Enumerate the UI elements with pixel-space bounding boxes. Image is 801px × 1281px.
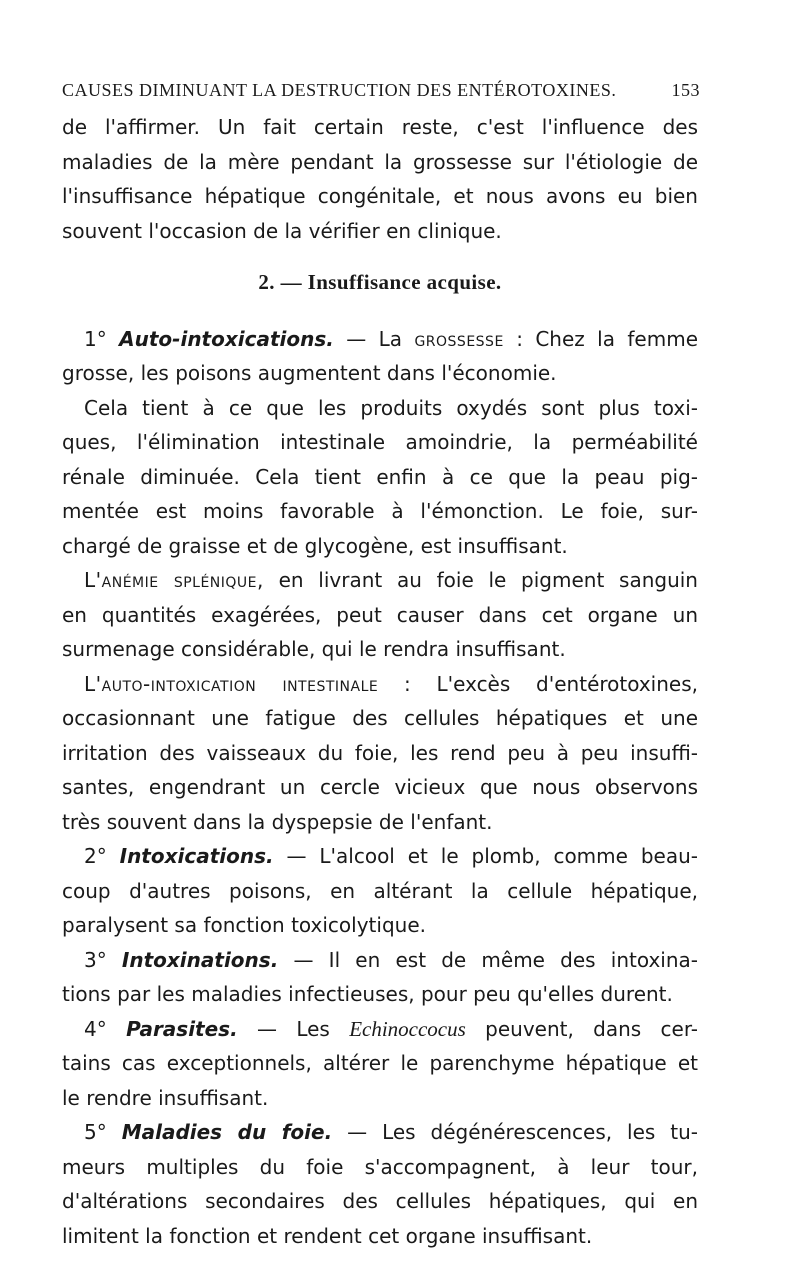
text-line: Cela tient à ce que les produits oxydés sont plus toxi- [84,395,698,420]
text-line: santes, engendrant un cercle vicieux que nous observons [62,775,698,799]
text-line: occasionnant une fatigue des cellules hépatiques et une [62,706,698,730]
body-text [62,110,698,1253]
item-title: Intoxinations. [121,947,279,972]
paragraph-parasites [62,1012,698,1047]
paragraph-anemie-splenique [62,563,698,598]
text-run: peuvent, dans cer- [465,1016,698,1041]
text-line: en quantités exagérées, peut causer dans cet organe un [62,602,698,627]
text-line: ques, l'élimination intestinale amoindrie, la perméabilité [62,430,698,454]
text-line: tions par les maladies infectieuses, pour peu qu'elles durent. [62,982,673,1006]
text-line: d'altérations secondaires des cellules hépatiques, qui en [62,1189,698,1213]
item-number: 4° [84,1016,107,1041]
text-run: — Les [237,1016,350,1041]
text-line: souvent l'occasion de la vérifier en clinique. [62,218,502,243]
item-title: Auto-intoxications. [119,326,334,351]
item-number: 2° [84,844,107,868]
text-line: limitent la fonction et rendent cet organe insuffisant. [62,1223,593,1248]
text-line: très souvent dans la dyspepsie de l'enfant. [62,809,493,834]
item-title: Intoxications. [119,844,274,868]
running-head [62,80,700,101]
item-number: 5° [84,1120,107,1144]
running-head-title: CAUSES DIMINUANT LA DESTRUCTION DES ENTÉROTOXINES. [62,80,617,100]
small-caps-subject: L'anémie splénique, [84,568,264,592]
text-line: tains cas exceptionnels, altérer le parenchyme hépatique et [62,1051,698,1075]
paragraph-maladies-du-foie [62,1115,698,1150]
page-number: 153 [671,80,700,100]
item-number: 3° [84,947,107,972]
section-heading: 2. — Insuffisance acquise. [258,270,502,294]
text-line: chargé de graisse et de glycogène, est insuffisant. [62,533,568,558]
text-line: maladies de la mère pendant la grossesse sur l'étiologie de [62,149,698,174]
text-line: mentée est moins favorable à l'émonction. Le foie, sur- [62,499,698,523]
item-number: 1° [84,326,107,351]
text-line: grosse, les poisons augmentent dans l'économie. [62,361,557,385]
text-line: le rendre insuffisant. [62,1085,269,1110]
small-caps-subject: L'auto-intoxication intestinale [84,671,379,696]
small-caps-subject: grossesse [414,326,504,351]
text-line: meurs multiples du foie s'accompagnent, à leur tour, [62,1154,698,1179]
item-title: Parasites. [126,1016,238,1041]
paragraph-auto-intoxication-intestinale [62,667,698,702]
text-run: — Il en est de même des intoxina- [278,947,698,972]
paragraph-auto-intoxications [62,322,698,357]
paragraph-intoxinations [62,943,698,978]
text-run: : L'excès d'entérotoxines, [378,671,698,696]
text-run: — L'alcool et le plomb, comme beau- [273,844,698,868]
text-run: : Chez la femme [503,326,698,351]
text-run: en livrant au foie le pigment sanguin [263,568,698,592]
text-line: irritation des vaisseaux du foie, les rend peu à peu insuffi- [62,740,698,765]
text-run: — La [333,326,415,351]
text-line: l'insuffisance hépatique congénitale, et nous avons eu bien [62,184,698,208]
paragraph-intoxications [62,839,698,874]
item-title: Maladies du foie. [121,1120,333,1144]
text-line: coup d'autres poisons, en altérant la cellule hépatique, [62,878,698,903]
text-line: rénale diminuée. Cela tient enfin à ce que la peau pig- [62,464,698,489]
text-line: surmenage considérable, qui le rendra insuffisant. [62,637,566,661]
text-line: de l'affirmer. Un fait certain reste, c'est l'influence des [62,115,698,139]
text-run: — Les dégénérescences, les tu- [332,1120,698,1144]
text-line: paralysent sa fonction toxicolytique. [62,913,426,937]
genus-name: Echinoccocus [349,1016,466,1041]
